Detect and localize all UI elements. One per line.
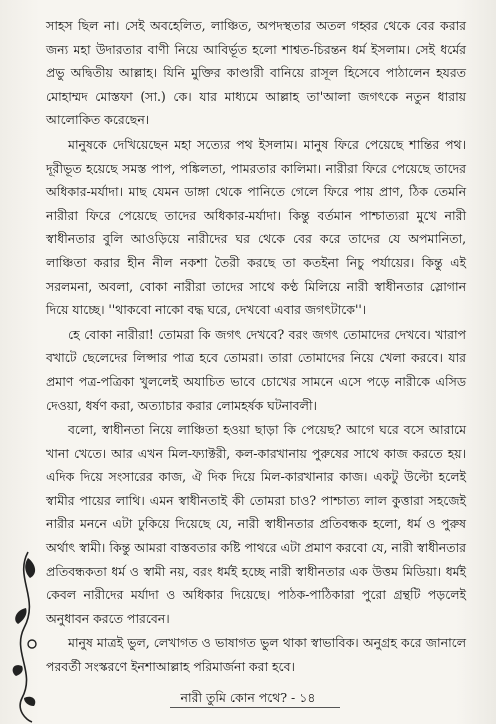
footer-divider	[170, 707, 340, 708]
paragraph-1: সাহস ছিল না। সেই অবহেলিত, লাঞ্চিত, অপদস্থতার অতল গহ্বর থেকে বের করার জন্য মহা উদারতার বাণী নিয়ে আবির্ভূত হলো শাশ্বত-চিরন্তন ধর্ম ইসলাম। সেই ধর্মের প্রভু অদ্বিতীয় আল্লাহ। যিনি মুক্তির কাণ্ডারী বানিয়ে রাসূল হিসেবে পাঠালেন হযরত মোহাম্মদ মোস্তফা (সা.) কে। যার মাধ্যমে আল্লাহ তা'আলা জগৎকে নতুন ধারায় আলোকিত করেছেন।	[46, 18, 466, 128]
page-body-text	[46, 14, 466, 679]
paragraph-4: বলো, স্বাধীনতা নিয়ে লাঞ্চিতা হওয়া ছাড়া কি পেয়েছ? আগে ঘরে বসে আরামে খানা খেতে। আর এখন মিল-ফ্যাক্টরী, কল-কারখানায় পুরুষের সাথে কাজ করতে হয়। এদিক দিয়ে সংসারের কাজ, ঐ দিক দিয়ে মিল-কারখানার কাজ। একটু উল্টো হলেই স্বামীর পায়ের লাথি। এমন স্বাধীনতাই কী তোমরা চাও? পাশ্চাত্য লাল কুত্তারা সহজেই নারীর মননে এটা ঢুকিয়ে দিয়েছে যে, নারী স্বাধীনতার প্রতিবন্ধক হলো, ধর্ম ও পুরুষ অর্থাৎ স্বামী। কিন্তু আমরা বাস্তবতার কষ্টি পাথরে এটা প্রমাণ করবো যে, নারী স্বাধীনতার প্রতিবন্ধকতা ধর্ম ও স্বামী নয়, বরং ধর্মই হচ্ছে নারী স্বাধীনতার এক উত্তম মিডিয়া। ধর্মই কেবল নারীদের মর্যাদা ও অধিকার দিয়েছে। পাঠক-পাঠিকারা পুরো গ্রন্থটি পড়লেই অনুধাবন করতে পারবেন।	[46, 422, 466, 626]
paragraph-2: মানুষকে দেখিয়েছেন মহা সত্যের পথ ইসলাম। মানুষ ফিরে পেয়েছে শান্তির পথ। দূরীভূত হয়েছে সমস্ত পাপ, পঙ্কিলতা, পামরতার কালিমা। নারীরা ফিরে পেয়েছে তাদের অধিকার-মর্যাদা। মাছ যেমন ডাঙ্গা থেকে পানিতে গেলে ফিরে পায় প্রাণ, ঠিক তেমনি নারীরা ফিরে পেয়েছে তাদের অধিকার-মর্যাদা। কিন্তু বর্তমান পাশ্চাত্যরা মুখে নারী স্বাধীনতার বুলি আওড়িয়ে নারীদের ঘর থেকে বের করে তাদের যে অপমানিতা, লাঞ্চিতা করার হীন নীল নকশা তৈরী করছে তা কতইনা নিচু পর্যায়ের। কিন্তু এই সরলমনা, অবলা, বোকা নারীরা তাদের সাথে কণ্ঠ মিলিয়ে নারী স্বাধীনতার স্লোগান দিয়ে যাচ্ছে। ''থাকবো নাকো বদ্ধ ঘরে, দেখবো এবার জগৎটাকে''।	[46, 136, 466, 318]
page-footer: নারী তুমি কোন পথে? - ১৪	[180, 690, 316, 705]
paragraph-5: মানুষ মাত্রই ভুল, লেখাগত ও ভাষাগত ভুল থাকা স্বাভাবিক। অনুগ্রহ করে জানালে পরবর্তী সংস্করণে ইনশাআল্লাহ পরিমার্জনা করা হবে।	[46, 635, 466, 675]
paragraph-3: হে বোকা নারীরা! তোমরা কি জগৎ দেখবে? বরং জগৎ তোমাদের দেখবে। খারাপ বখাটে ছেলেদের লিপ্সার পাত্র হবে তোমরা। তারা তোমাদের নিয়ে খেলা করবে। যার প্রমাণ পত্র-পত্রিকা খুললেই অযাচিত ভাবে চোখের সামনে এসে পড়ে নারীকে এসিড দেওয়া, ধর্ষণ করা, অত্যাচার করার লোমহর্ষক ঘটনাবলী।	[46, 326, 466, 413]
